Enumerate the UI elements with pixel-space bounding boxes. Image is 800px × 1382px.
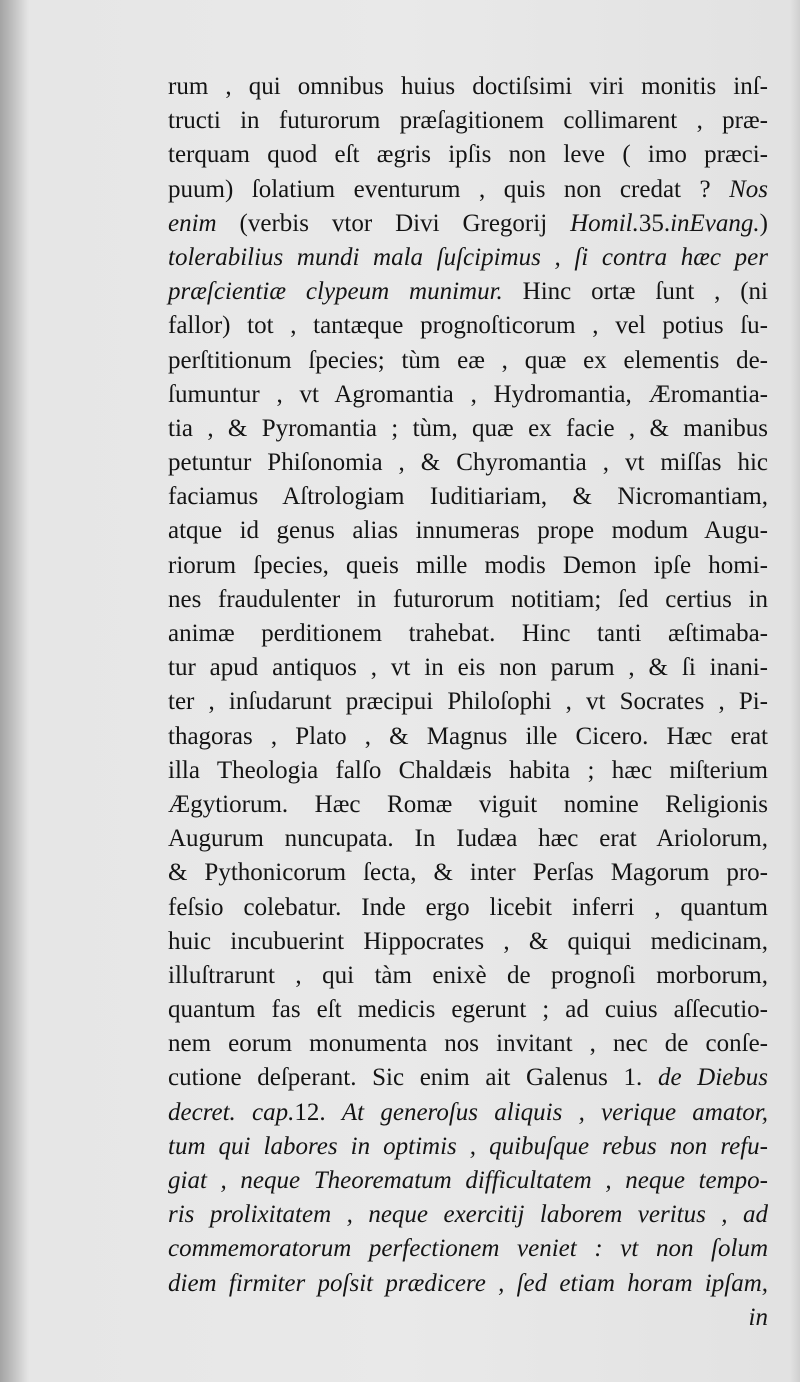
text-line xyxy=(168,173,768,207)
text-line xyxy=(168,754,768,788)
italic-segment: tolerabilius mundi mala ſuſcipimus , ſi contra hæc per xyxy=(168,243,768,271)
text-line xyxy=(168,617,768,651)
text-line xyxy=(168,241,768,275)
text-line xyxy=(168,993,768,1027)
text-line xyxy=(168,856,768,890)
roman-segment: perſtitionum ſpecies; tùm eæ , quæ ex elementis de- xyxy=(168,346,768,374)
text-line xyxy=(168,1130,768,1164)
italic-segment: ris prolixitatem , neque exercitij laborem veritus , ad xyxy=(168,1201,768,1229)
text-line xyxy=(168,1232,768,1266)
roman-segment: feſsio colebatur. Inde ergo licebit inferri , quantum xyxy=(168,893,768,921)
roman-segment: (verbis vtor Divi Gregorij xyxy=(216,209,571,237)
roman-segment: 35. xyxy=(638,209,671,237)
roman-segment: animæ perditionem trahebat. Hinc tanti æſtimaba- xyxy=(168,620,768,647)
italic-segment: enim xyxy=(168,209,217,237)
text-line xyxy=(168,651,768,685)
text-line xyxy=(168,685,768,719)
roman-segment: fallor) tot , tantæque prognoſticorum , vel potius ſu- xyxy=(168,312,768,340)
text-line xyxy=(168,446,768,480)
italic-segment: inEvang. xyxy=(670,209,760,237)
roman-segment: illuſtrarunt , qui tàm enixè de prognoſi morborum, xyxy=(168,961,768,989)
roman-segment: ) xyxy=(759,209,768,237)
roman-segment: nes fraudulenter in futurorum notitiam; ſed certius in xyxy=(168,585,768,613)
binding-shadow xyxy=(0,0,28,1382)
italic-segment: de Diebus xyxy=(657,1064,769,1092)
text-line xyxy=(168,207,768,241)
roman-segment: faciamus Aſtrologiam Iuditiariam, & Nicromantiam, xyxy=(168,483,768,511)
roman-segment: thagoras , Plato , & Magnus ille Cicero. Hæc erat xyxy=(168,722,768,750)
italic-segment: diem firmiter poſsit prædicere , ſed etiam horam ipſam, xyxy=(168,1269,768,1297)
italic-segment: præſcientiæ clypeum munimur. xyxy=(168,278,503,306)
text-line xyxy=(168,378,768,412)
roman-segment: tur apud antiquos , vt in eis non parum , & ſi inani- xyxy=(168,654,768,682)
text-line xyxy=(168,275,768,309)
text-line xyxy=(168,1061,768,1095)
text-line xyxy=(168,412,768,446)
roman-segment: puum) ſolatium eventurum , quis non credat ? xyxy=(168,175,730,203)
roman-segment: petuntur Phiſonomia , & Chyromantia , vt miſſas hic xyxy=(168,449,768,477)
text-line xyxy=(168,70,768,104)
text-line xyxy=(168,959,768,993)
italic-segment: commemoratorum perfectionem veniet : vt non ſolum xyxy=(168,1235,768,1263)
text-line xyxy=(168,309,768,343)
text-line xyxy=(168,1027,768,1061)
text-line xyxy=(168,1096,768,1130)
roman-segment: tia , & Pyromantia ; tùm, quæ ex facie , & manibus xyxy=(168,414,768,442)
italic-segment: At generoſus aliquis , verique amator, xyxy=(341,1098,769,1126)
italic-segment: giat , neque Theorematum difficultatem , neque tempo- xyxy=(168,1167,768,1194)
text-line xyxy=(168,788,768,822)
roman-segment: huic incubuerint Hippocrates , & quiqui medicinam, xyxy=(168,927,768,955)
text-line xyxy=(168,925,768,959)
roman-segment: Ægytiorum. Hæc Romæ viguit nomine Religionis xyxy=(168,790,768,818)
roman-segment: illa Theologia falſo Chaldæis habita ; hæc miſterium xyxy=(168,756,768,784)
roman-segment: atque id genus alias innumeras prope modum Augu- xyxy=(168,517,768,545)
roman-segment: ſumuntur , vt Agromantia , Hydromantia, Æromantia- xyxy=(168,380,768,408)
catchword-line xyxy=(168,1301,768,1335)
roman-segment: ter , inſudarunt præcipui Philoſophi , vt Socrates , Pi- xyxy=(168,688,768,716)
roman-segment: terquam quod eſt ægris ipſis non leve ( imo præci- xyxy=(168,141,768,169)
text-line xyxy=(168,138,768,172)
roman-segment: tructi in futurorum præſagitionem collimarent , præ- xyxy=(168,107,768,135)
text-line xyxy=(168,480,768,514)
text-line xyxy=(168,822,768,856)
italic-segment: in xyxy=(748,1303,768,1331)
text-line xyxy=(168,720,768,754)
page-text xyxy=(168,70,768,1335)
roman-segment: & Pythonicorum ſecta, & inter Perſas Magorum pro- xyxy=(168,859,768,887)
roman-segment: cutione deſperant. Sic enim ait Galenus 1. xyxy=(168,1064,658,1092)
roman-segment: Augurum nuncupata. In Iudæa hæc erat Ariolorum, xyxy=(168,825,768,853)
italic-segment: tum qui labores in optimis , quibuſque rebus non refu- xyxy=(168,1132,768,1160)
text-line xyxy=(168,1164,768,1198)
roman-segment: quantum fas eſt medicis egerunt ; ad cuius aſſecutio- xyxy=(168,996,768,1024)
roman-segment: riorum ſpecies, queis mille modis Demon ipſe homi- xyxy=(168,551,768,579)
italic-segment: Homil. xyxy=(570,209,639,237)
text-line xyxy=(168,549,768,583)
text-line xyxy=(168,1198,768,1232)
text-line xyxy=(168,1267,768,1301)
roman-segment: 12. xyxy=(294,1098,342,1126)
text-line xyxy=(168,344,768,378)
text-line xyxy=(168,514,768,548)
text-line xyxy=(168,104,768,138)
text-line xyxy=(168,891,768,925)
roman-segment: Hinc ortæ ſunt , (ni xyxy=(502,278,768,306)
italic-segment: decret. cap. xyxy=(168,1098,295,1126)
roman-segment: rum , qui omnibus huius doctiſsimi viri monitis inſ- xyxy=(168,73,768,100)
roman-segment: nem eorum monumenta nos invitant , nec de conſe- xyxy=(168,1030,768,1058)
text-line xyxy=(168,583,768,617)
italic-segment: Nos xyxy=(729,175,768,203)
